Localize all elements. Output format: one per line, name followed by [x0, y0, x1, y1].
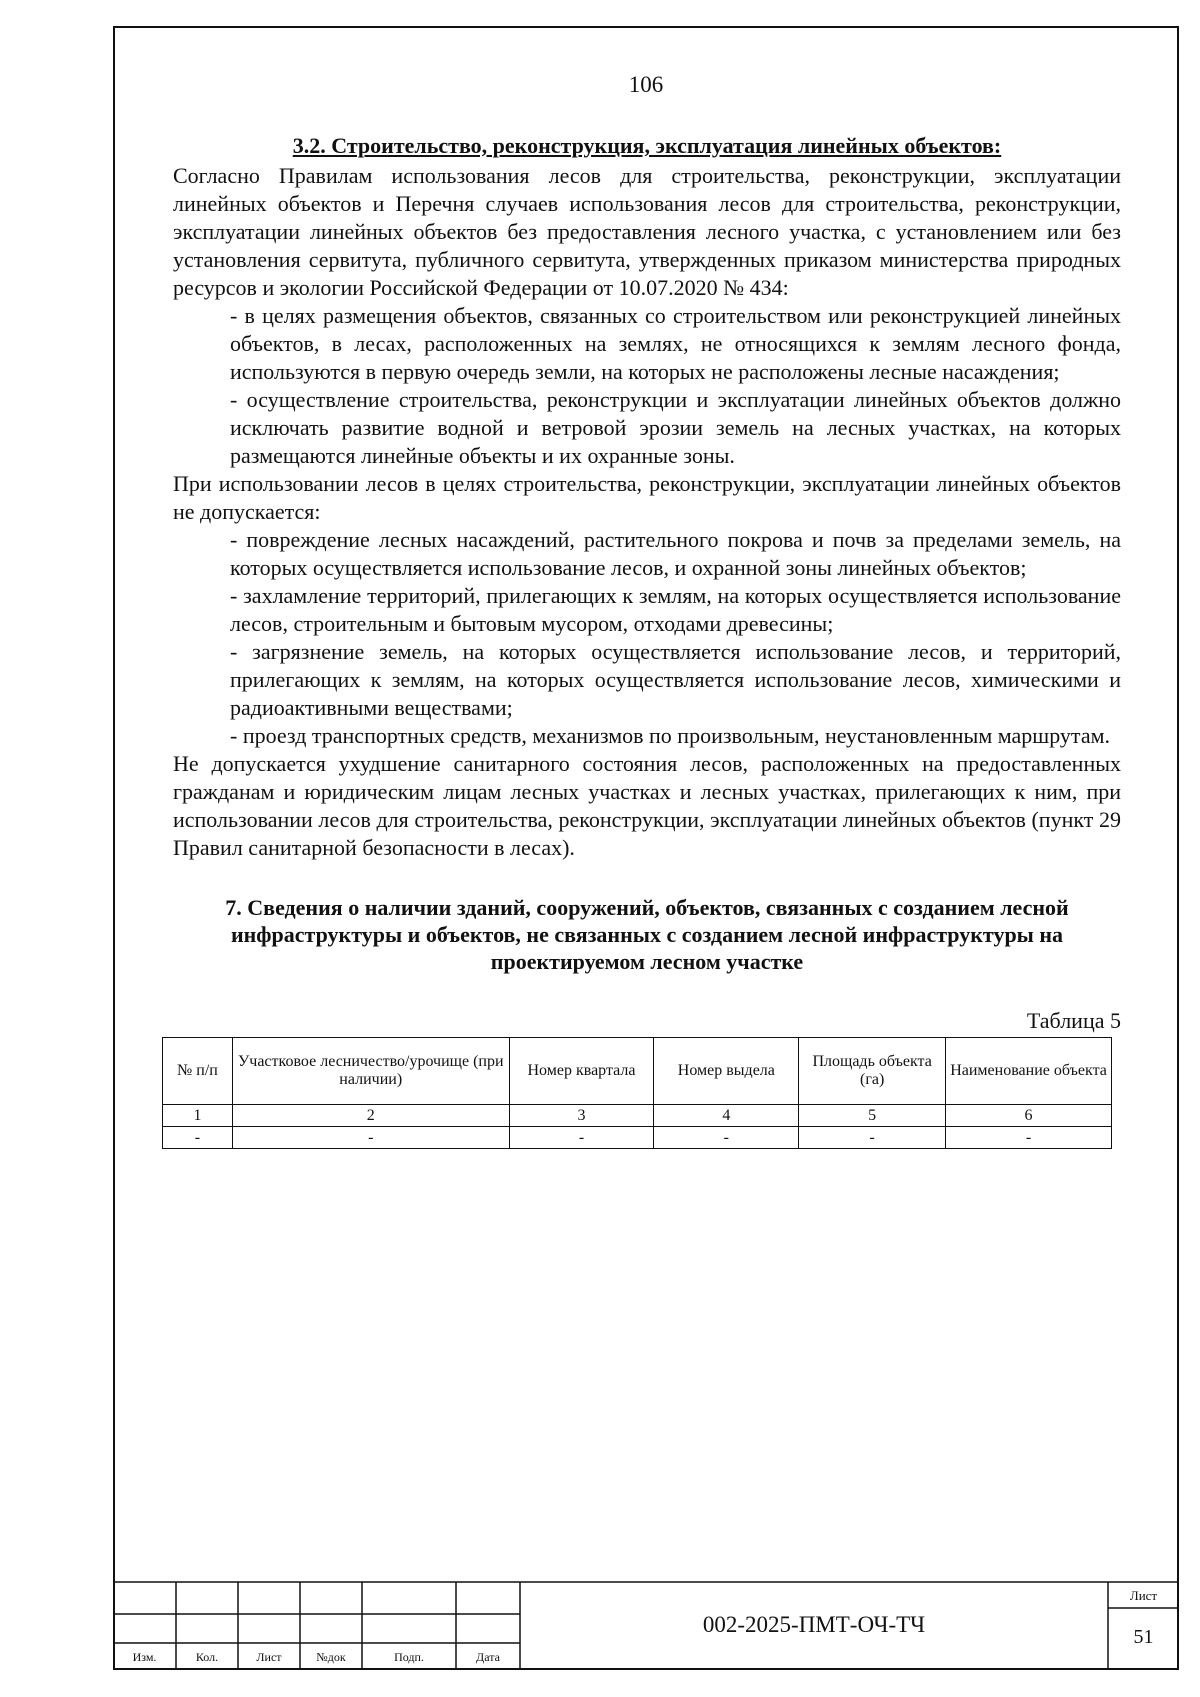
table-cell: -	[232, 1127, 509, 1149]
header-cell: Номер квартала	[509, 1038, 654, 1105]
table-caption: Таблица 5	[1026, 1008, 1121, 1033]
list-first	[173, 302, 1121, 470]
table-row	[163, 1127, 1112, 1149]
table-cell: 2	[232, 1105, 509, 1127]
objects-table	[162, 1037, 1112, 1149]
list-item: - загрязнение земель, на которых осуществляется использование лесов, и территорий, прилегающих к землям, на которых осуществляется использование лесов, химическими и радиоактивными веществами;	[230, 639, 1121, 720]
page-number: 106	[628, 72, 664, 97]
sheet-number: 51	[1133, 1626, 1154, 1648]
table-cell: -	[654, 1127, 799, 1149]
table-cell: -	[799, 1127, 946, 1149]
table-header-row	[163, 1038, 1112, 1105]
table-cell: -	[946, 1127, 1112, 1149]
section-heading: 3.2. Строительство, реконструкция, эксплуатация линейных объектов:	[292, 133, 1002, 158]
stamp-label: Кол.	[195, 1650, 219, 1664]
section-paragraph-2: При использовании лесов в целях строительства, реконструкции, эксплуатации линейных объектов не допускается:	[173, 471, 1121, 524]
table-cell: 4	[654, 1105, 799, 1127]
header-cell: Наименование объекта	[946, 1038, 1112, 1105]
stamp-label: Дата	[476, 1650, 500, 1664]
stamp-label: Лист	[256, 1650, 282, 1664]
list-item: - проезд транспортных средств, механизмов по произвольным, неустановленным маршрутам.	[230, 723, 1110, 748]
table-cell: 1	[163, 1105, 233, 1127]
stamp-label: №док	[316, 1650, 346, 1664]
list-item: - захламление территорий, прилегающих к землям, на которых осуществляется использование лесов, строительным и бытовым мусором, отходами древесины;	[230, 583, 1121, 636]
list-item: - повреждение лесных насаждений, растительного покрова и почв за пределами земель, на которых осуществляется использование лесов, и охранной зоны линейных объектов;	[230, 527, 1121, 580]
list-item: - в целях размещения объектов, связанных со строительством или реконструкцией линейных объектов, в лесах, расположенных на землях, не относящихся к землям лесного фонда, используются в первую очередь земли, на которых не расположены лесные насаждения;	[230, 303, 1121, 384]
table-cell: 3	[509, 1105, 654, 1127]
stamp-label: Подп.	[394, 1650, 424, 1664]
table-cell: 6	[946, 1105, 1112, 1127]
table-cell: -	[509, 1127, 654, 1149]
table-cell: -	[163, 1127, 233, 1149]
document-code: 002-2025-ПМТ-ОЧ-ТЧ	[702, 1612, 926, 1637]
section-intro: Согласно Правилам использования лесов для строительства, реконструкции, эксплуатации линейных объектов и Перечня случаев использования лесов для строительства, реконструкции, эксплуатации линейных объектов без предоставления лесного участка, с установлением или без установления сервитута, публичного сервитута, утвержденных приказом министерства природных ресурсов и экологии Российской Федерации от 10.07.2020 № 434:	[173, 163, 1121, 300]
table-cell: 5	[799, 1105, 946, 1127]
list-item: - осуществление строительства, реконструкции и эксплуатации линейных объектов должно исключать развитие водной и ветровой эрозии земель на лесных участках, на которых размещаются линейные объекты и их охранные зоны.	[230, 387, 1121, 468]
header-cell: Участковое лесничество/урочище (при наличии)	[232, 1038, 509, 1105]
list-second	[173, 526, 1121, 750]
stamp-label: Изм.	[132, 1650, 157, 1664]
section-paragraph-3: Не допускается ухудшение санитарного состояния лесов, расположенных на предоставленных гражданам и юридическим лицам лесных участках и лесных участках, прилегающих к ним, при использовании лесов для строительства, реконструкции, эксплуатации линейных объектов (пункт 29 Правил санитарной безопасности в лесах).	[173, 751, 1121, 860]
sheet-label: Лист	[1129, 1588, 1158, 1603]
header-cell: Номер выдела	[654, 1038, 799, 1105]
chapter-title: 7. Сведения о наличии зданий, сооружений, объектов, связанных с созданием лесной инфраструктуры и объектов, не связанных с созданием лесной инфраструктуры на проектируемом лесном участке	[225, 895, 1069, 974]
header-cell: № п/п	[163, 1038, 233, 1105]
table-row	[163, 1105, 1112, 1127]
header-cell: Площадь объекта (га)	[799, 1038, 946, 1105]
document-body	[173, 132, 1121, 1149]
